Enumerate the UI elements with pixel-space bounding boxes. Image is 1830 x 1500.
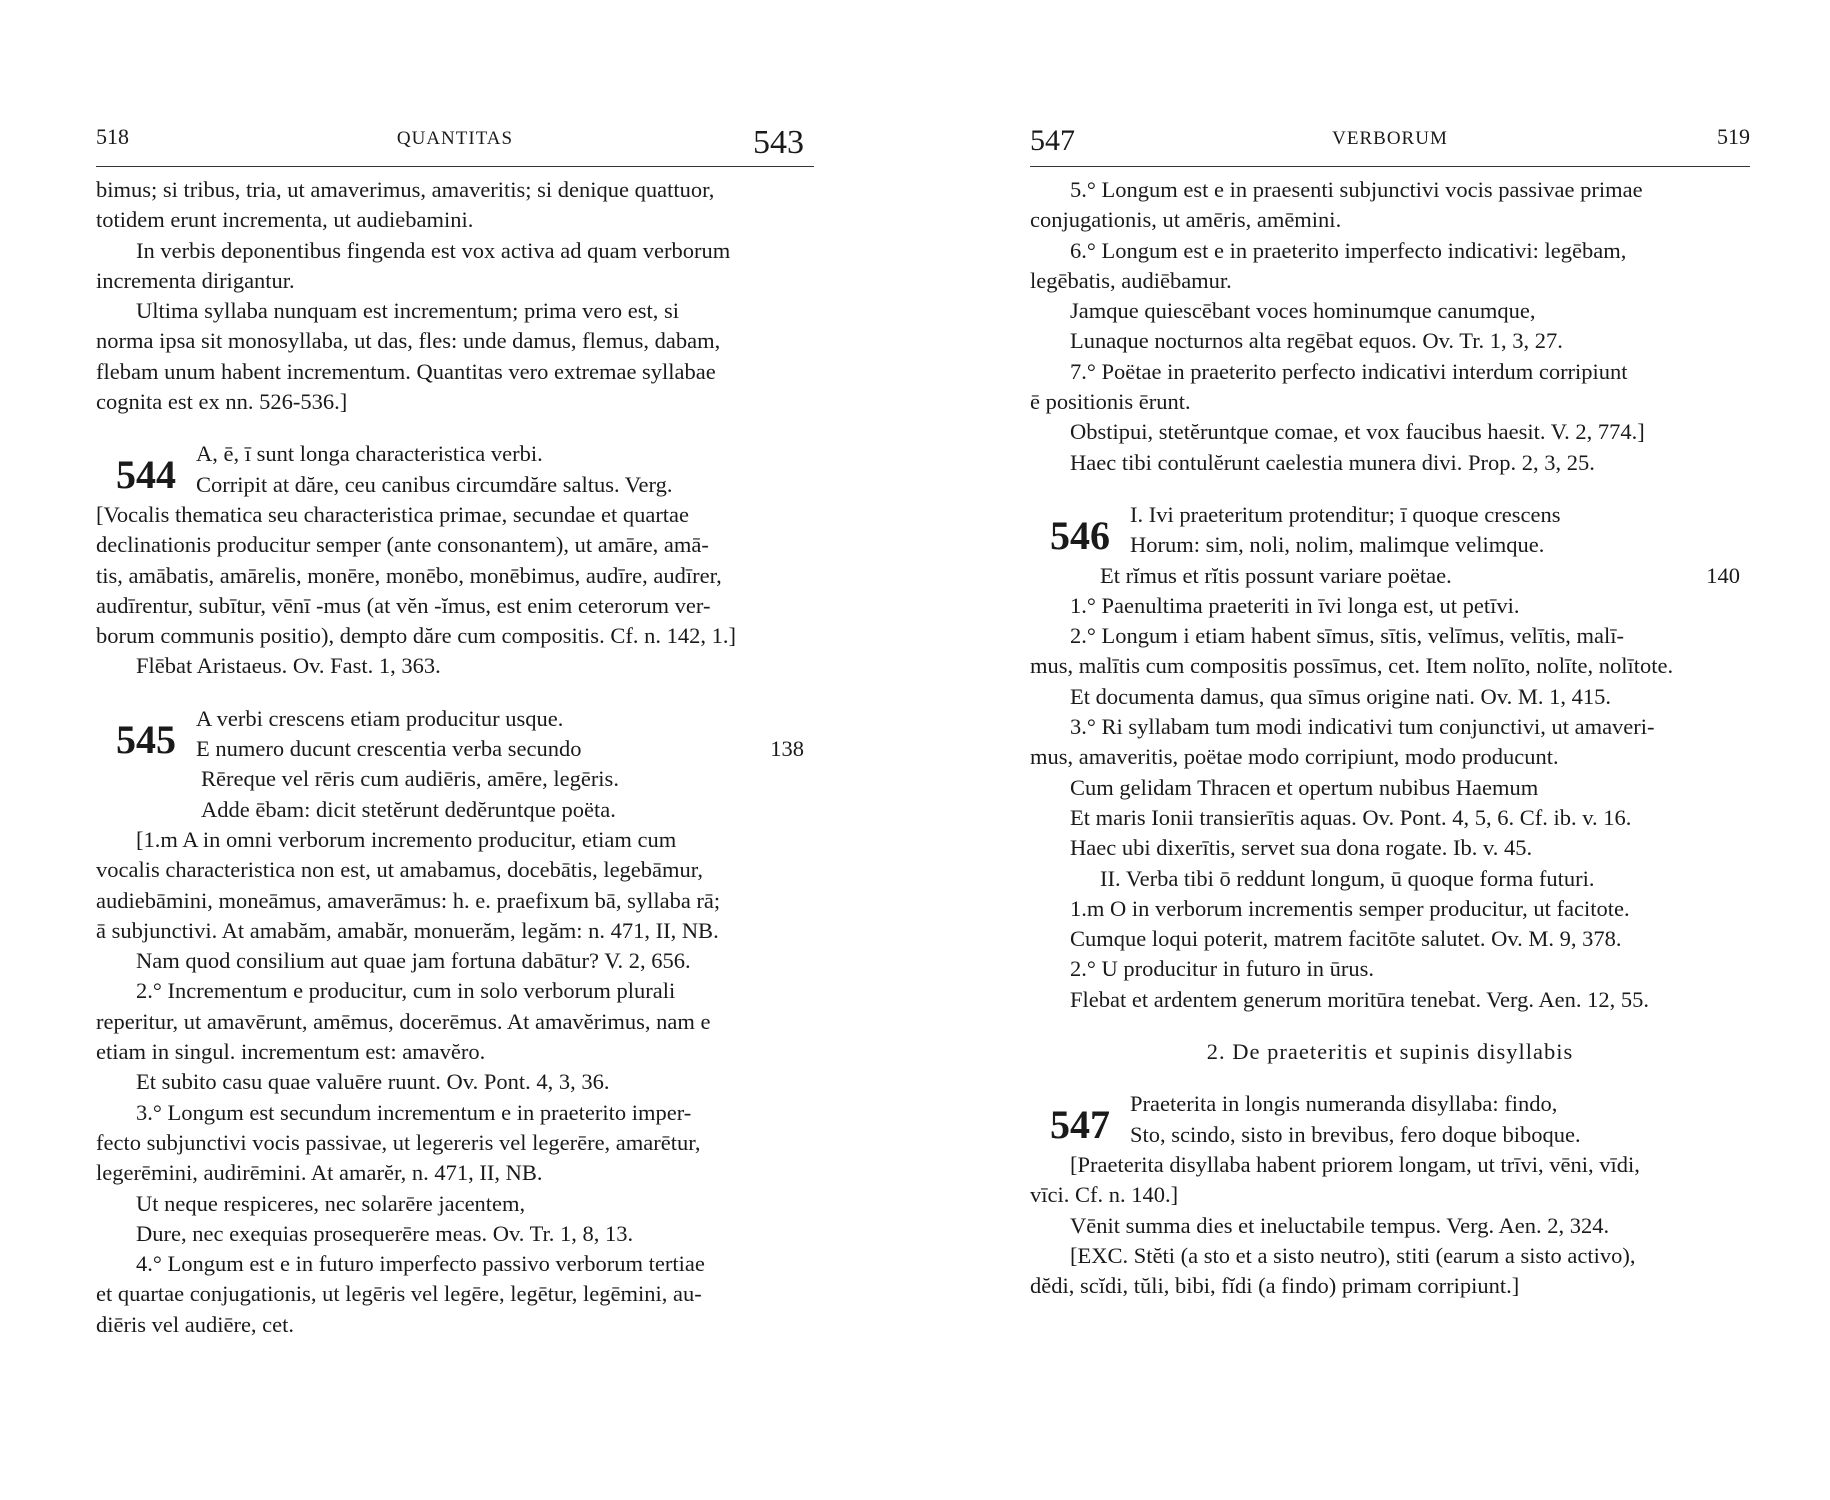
text-line: conjugationis, ut amēris, amēmini. [1030,207,1342,233]
rule-text [196,439,814,500]
rule-546 [1030,500,1750,561]
rule-verse: E numero ducunt crescentia verba secundo [196,736,582,762]
rule-number: 545 [116,716,176,762]
text-line: incrementa dirigantur. [96,267,295,293]
text-line: vocalis characteristica non est, ut amabamus, docebātis, legebāmur, [96,857,703,883]
citation-line: Et documenta damus, qua sīmus origine nati. Ov. M. 1, 415. [1070,683,1611,709]
rule-line [1030,561,1750,591]
left-body [96,175,814,1340]
right-page-number: 519 [1717,124,1750,149]
rule-text [1130,1089,1750,1150]
text-line: vīci. Cf. n. 140.] [1030,1182,1179,1208]
text-line: totidem erunt incrementa, ut audiebamini. [96,207,474,233]
text-line: borum communis positio), dempto dăre cum compositis. Cf. n. 142, 1.] [96,623,736,649]
text-line: tis, amābatis, amārelis, monēre, monēbo, monēbimus, audīre, audīrer, [96,562,722,588]
citation-line: Flēbat Aristaeus. Ov. Fast. 1, 363. [136,653,441,679]
text-line: flebam unum habent incrementum. Quantitas vero extremae syllabae [96,358,716,384]
text-line: etiam in singul. incrementum est: amavĕro. [96,1039,486,1065]
rule-line: A verbi crescens etiam producitur usque. [196,705,564,731]
rule-verse: Et rĭmus et rĭtis possunt variare poëtae. [1100,562,1452,588]
rule-line: Rēreque vel rēris cum audiēris, amēre, legēris. [201,766,619,792]
left-page-number: 518 [96,124,129,149]
spacer [96,417,814,439]
rule-number: 547 [1050,1102,1110,1148]
text-line: legēbatis, audiēbamur. [1030,267,1232,293]
right-body [1030,175,1750,1301]
citation-line: Haec ubi dixerītis, servet sua dona rogate. Ib. v. 45. [1070,835,1533,861]
rule-text [196,704,814,765]
rule-line [196,734,814,764]
right-page-header [1030,110,1750,167]
citation-line: Flebat et ardentem generum moritūra tenebat. Verg. Aen. 12, 55. [1070,986,1650,1012]
rule-line: I. Ivi praeteritum protenditur; ī quoque crescens [1130,501,1561,527]
text-line: [Vocalis thematica seu characteristica primae, secundae et quartae [96,501,690,527]
citation-line: Cumque loqui poterit, matrem facitōte salutet. Ov. M. 9, 378. [1070,926,1622,952]
verse-line-number: 140 [1706,562,1740,588]
citation-line: Ut neque respiceres, nec solarēre jacentem, [136,1190,526,1216]
citation-line: Jamque quiescēbant voces hominumque canumque, [1070,298,1536,324]
text-line: 2.° Incrementum e producitur, cum in solo verborum plurali [136,978,676,1004]
spacer [1030,478,1750,500]
text-line: [1.m A in omni verborum incremento producitur, etiam cum [136,826,677,852]
rule-line: Praeterita in longis numeranda disyllaba: findo, [1130,1091,1558,1117]
rule-547 [1030,1089,1750,1150]
text-line: et quartae conjugationis, ut legēris vel legēre, legētur, legēmini, au- [96,1281,702,1307]
text-line: audīrentur, subītur, vēnī -mus (at vĕn -ĭmus, est enim ceterorum ver- [96,592,711,618]
text-line: 2.° U producitur in futuro in ūrus. [1070,956,1374,982]
text-line: 1.m O in verborum incrementis semper producitur, ut facitote. [1070,895,1630,921]
text-line: [Praeterita disyllaba habent priorem longam, ut trīvi, vēni, vīdi, [1070,1151,1640,1177]
spacer [1030,1015,1750,1037]
citation-line: Cum gelidam Thracen et opertum nubibus Haemum [1070,774,1539,800]
citation-line: Lunaque nocturnos alta regēbat equos. Ov. Tr. 1, 3, 27. [1070,328,1563,354]
right-section-number: 547 [1030,124,1075,157]
text-line: reperitur, ut amavērunt, amēmus, docerēmus. At amavĕrimus, nam e [96,1008,711,1034]
text-line: 3.° Ri syllabam tum modi indicativi tum conjunctivi, ut amaveri- [1070,714,1655,740]
text-line: cognita est ex nn. 526-536.] [96,389,348,415]
citation-line: Et subito casu quae valuēre ruunt. Ov. Pont. 4, 3, 36. [136,1069,610,1095]
text-line: legerēmini, audirēmini. At amarĕr, n. 471, II, NB. [96,1160,543,1186]
citation-line: Obstipui, stetĕruntque comae, et vox faucibus haesit. V. 2, 774.] [1070,419,1645,445]
text-line: Ultima syllaba nunquam est incrementum; prima vero est, si [136,298,679,324]
rule-line: Horum: sim, noli, nolim, malimque velimque. [1130,532,1545,558]
text-line: norma ipsa sit monosyllaba, ut das, fles: unde damus, flemus, dabam, [96,328,721,354]
text-line: 5.° Longum est e in praesenti subjunctivi vocis passivae primae [1070,177,1643,202]
text-line: [EXC. Stĕti (a sto et a sisto neutro), stiti (earum a sisto activo), [1070,1242,1636,1268]
text-line: dĕdi, scĭdi, tŭli, bibi, fĭdi (a findo) primam corripiunt.] [1030,1273,1520,1299]
citation-line: Dure, nec exequias prosequerēre meas. Ov. Tr. 1, 8, 13. [136,1220,634,1246]
citation-line: Vēnit summa dies et ineluctabile tempus. Verg. Aen. 2, 324. [1070,1212,1610,1238]
text-line: ā subjunctivi. At amabăm, amabăr, monuerăm, legăm: n. 471, II, NB. [96,917,719,943]
text-line: 4.° Longum est e in futuro imperfecto passivo verborum tertiae [136,1251,705,1277]
text-line: 1.° Paenultima praeteriti in īvi longa est, ut petīvi. [1070,592,1520,618]
left-page [96,110,814,1340]
text-line: declinationis producitur semper (ante consonantem), ut amāre, amā- [96,532,709,558]
citation-line: Nam quod consilium aut quae jam fortuna dabātur? V. 2, 656. [136,948,691,974]
text-line: mus, amaveritis, poëtae modo corripiunt, modo producunt. [1030,744,1559,770]
rule-line: Corripit at dăre, ceu canibus circumdăre saltus. Verg. [196,471,673,497]
right-page [1030,110,1750,1301]
text-line: ē positionis ērunt. [1030,389,1191,415]
rule-line: Sto, scindo, sisto in brevibus, fero doque biboque. [1130,1121,1581,1147]
verse-line-number: 138 [770,736,804,762]
rule-545 [96,704,814,765]
left-section-number: 543 [753,124,804,161]
text-line: 7.° Poëtae in praeterito perfecto indicativi interdum corripiunt [1070,358,1628,384]
text-line: diēris vel audiēre, cet. [96,1311,295,1337]
rule-line: Adde ēbam: dicit stetĕrunt dedĕruntque poëta. [201,796,616,822]
rule-line: II. Verba tibi ō reddunt longum, ū quoque forma futuri. [1100,865,1595,891]
rule-line: A, ē, ī sunt longa characteristica verbi. [196,441,543,467]
text-line: 3.° Longum est secundum incrementum e in praeterito imper- [136,1099,692,1125]
rule-544 [96,439,814,500]
text-line: 6.° Longum est e in praeterito imperfecto indicativi: legēbam, [1070,237,1627,263]
right-running-title: VERBORUM [1332,128,1448,149]
citation-line: Haec tibi contulĕrunt caelestia munera divi. Prop. 2, 3, 25. [1070,449,1595,475]
text-line: In verbis deponentibus fingenda est vox activa ad quam verborum [136,237,731,263]
left-running-title: QUANTITAS [396,128,514,149]
text-line: fecto subjunctivi vocis passivae, ut legereris vel legerēre, amarētur, [96,1129,701,1155]
rule-number: 546 [1050,512,1110,558]
text-line: bimus; si tribus, tria, ut amaverimus, amaveritis; si denique quattuor, [96,177,715,202]
rule-number: 544 [116,452,176,498]
rule-text [1130,500,1750,561]
left-page-header [96,110,814,167]
section-subheading: 2. De praeteritis et supinis disyllabis [1206,1039,1574,1065]
spacer [96,682,814,704]
citation-line: Et maris Ionii transierītis aquas. Ov. Pont. 4, 5, 6. Cf. ib. v. 16. [1070,804,1632,830]
spacer [1030,1067,1750,1089]
text-line: mus, malītis cum compositis possīmus, cet. Item nolīto, nolīte, nolītote. [1030,653,1674,679]
text-line: audiebāmini, moneāmus, amaverāmus: h. e. praefixum bā, syllaba rā; [96,887,721,913]
text-line: 2.° Longum i etiam habent sīmus, sītis, velīmus, velītis, malī- [1070,623,1624,649]
